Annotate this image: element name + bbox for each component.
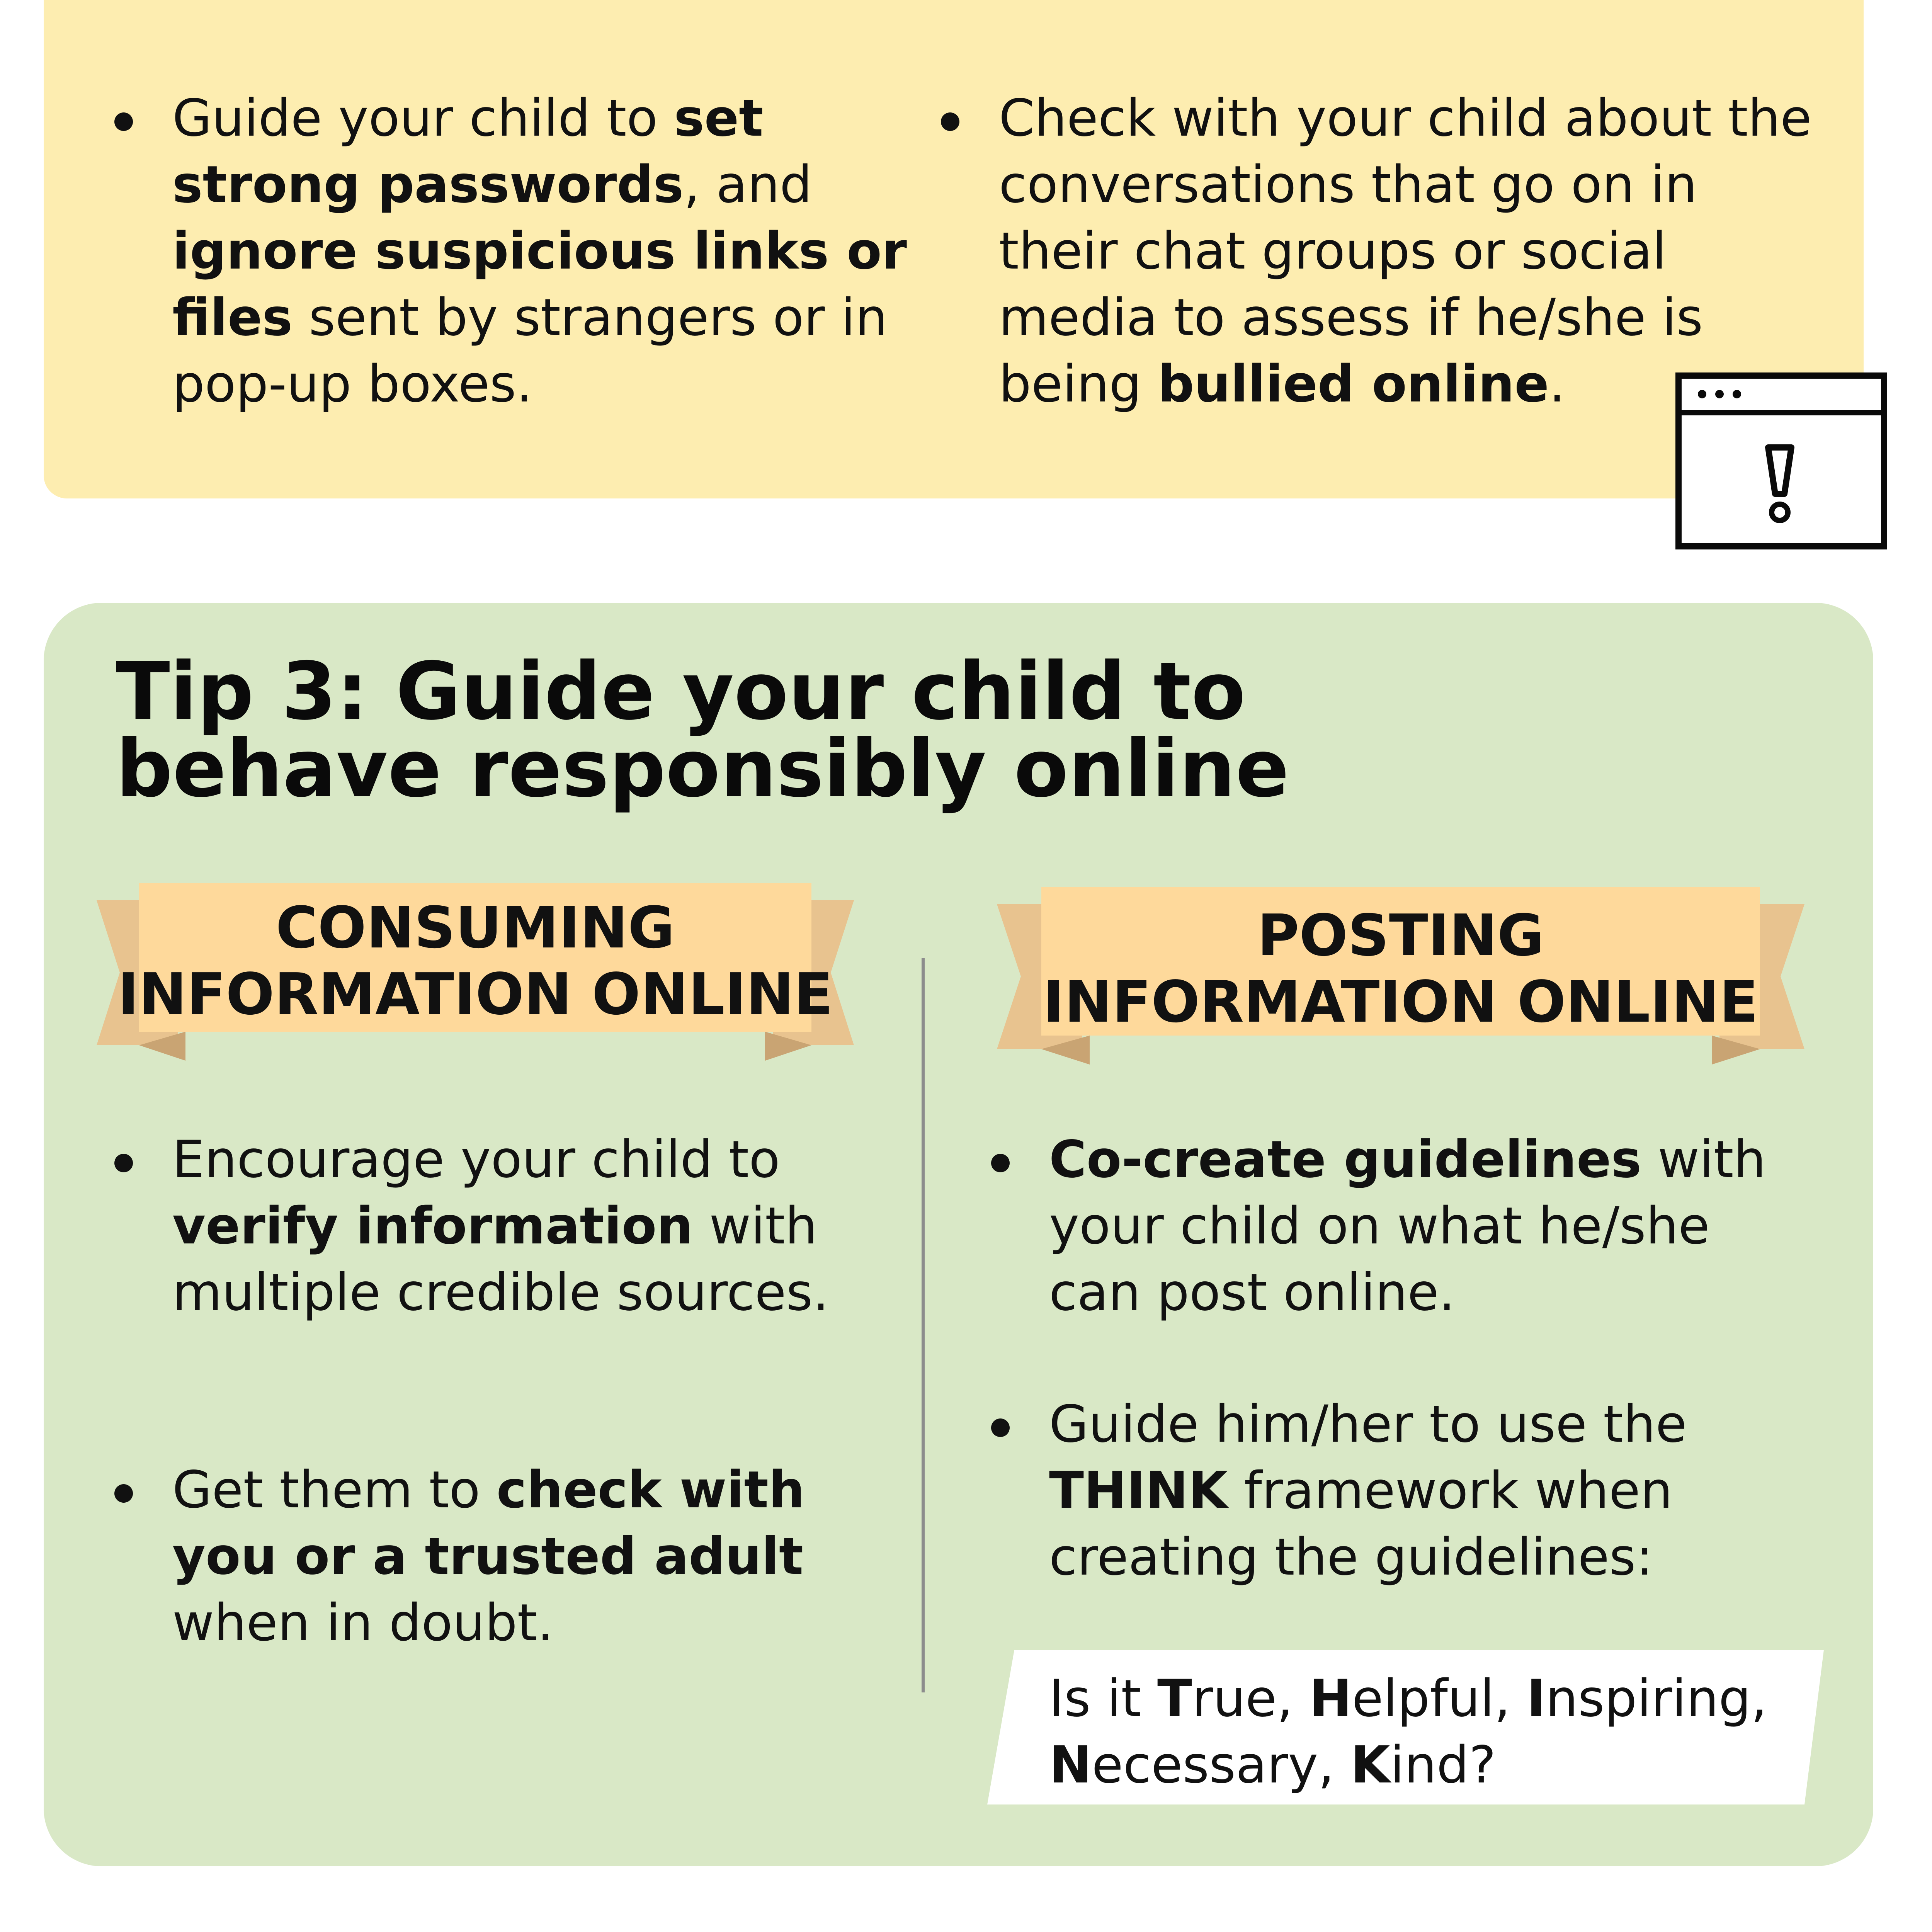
tip3-title: Tip 3: Guide your child to behave responsibly online <box>116 646 1289 815</box>
emphasis-text: bullied online <box>1158 354 1549 414</box>
emphasis-text: I <box>1527 1669 1546 1728</box>
body-text: Encourage your child to <box>172 1130 780 1189</box>
body-text: ecessary, <box>1092 1735 1351 1795</box>
emphasis-text: K <box>1350 1735 1390 1795</box>
body-text: ind? <box>1390 1735 1496 1795</box>
emphasis-text: N <box>1049 1735 1092 1795</box>
emphasis-text: T <box>1157 1669 1192 1728</box>
consuming-heading-line1: CONSUMING <box>276 895 675 961</box>
body-text: with multiple credible sources. <box>172 1196 829 1322</box>
body-text: Get them to <box>172 1460 497 1520</box>
consuming-banner <box>97 883 854 1061</box>
consuming-heading-line2: INFORMATION ONLINE <box>117 961 833 1027</box>
body-text: nspiring, <box>1546 1669 1767 1728</box>
bullet-dot <box>114 112 133 131</box>
tip-check-conversations <box>941 85 1830 417</box>
bullet-dot <box>114 1484 133 1503</box>
bullet-dot <box>991 1418 1010 1437</box>
body-text: Guide your child to <box>172 88 674 148</box>
consuming-tip-trusted-adult <box>114 1457 849 1656</box>
emphasis-text: H <box>1309 1669 1352 1728</box>
body-text: Check with your child about the conversations that go on in their chat groups or social media to assess if he/she is being <box>999 88 1812 414</box>
tip-strong-passwords <box>114 85 945 417</box>
body-text: Is it <box>1049 1669 1158 1728</box>
body-text: . <box>1549 354 1565 414</box>
column-divider <box>922 958 925 1692</box>
bullet-dot <box>941 112 959 131</box>
body-text: framework when creating the guidelines: <box>1049 1461 1673 1587</box>
posting-heading-line1: POSTING <box>1257 902 1544 969</box>
think-question <box>1049 1665 1818 1798</box>
emphasis-text: ignore suspicious links or files <box>172 221 907 347</box>
browser-warning-icon <box>1673 370 1889 552</box>
body-text: with your child on what he/she can post online. <box>1049 1130 1766 1322</box>
body-text: rue, <box>1192 1669 1310 1728</box>
posting-tip-think <box>991 1391 1803 1590</box>
think-framework-box <box>987 1650 1824 1804</box>
consuming-tip-verify <box>114 1126 849 1326</box>
posting-banner <box>997 887 1804 1065</box>
emphasis-text: THINK <box>1049 1461 1228 1520</box>
emphasis-text: set strong passwords <box>172 88 764 214</box>
emphasis-text: Co-create guidelines <box>1049 1130 1642 1189</box>
body-text: elpful, <box>1352 1669 1527 1728</box>
bullet-dot <box>991 1154 1010 1172</box>
bullet-dot <box>114 1154 133 1172</box>
body-text: Guide him/her to use the <box>1049 1395 1687 1454</box>
emphasis-text: check with you or a trusted adult <box>172 1460 805 1586</box>
body-text: , and <box>684 155 812 214</box>
posting-heading-line2: INFORMATION ONLINE <box>1043 969 1759 1035</box>
emphasis-text: verify information <box>172 1196 693 1256</box>
posting-tip-guidelines <box>991 1126 1803 1326</box>
body-text: when in doubt. <box>172 1593 554 1653</box>
body-text: sent by strangers or in pop-up boxes. <box>172 288 888 414</box>
